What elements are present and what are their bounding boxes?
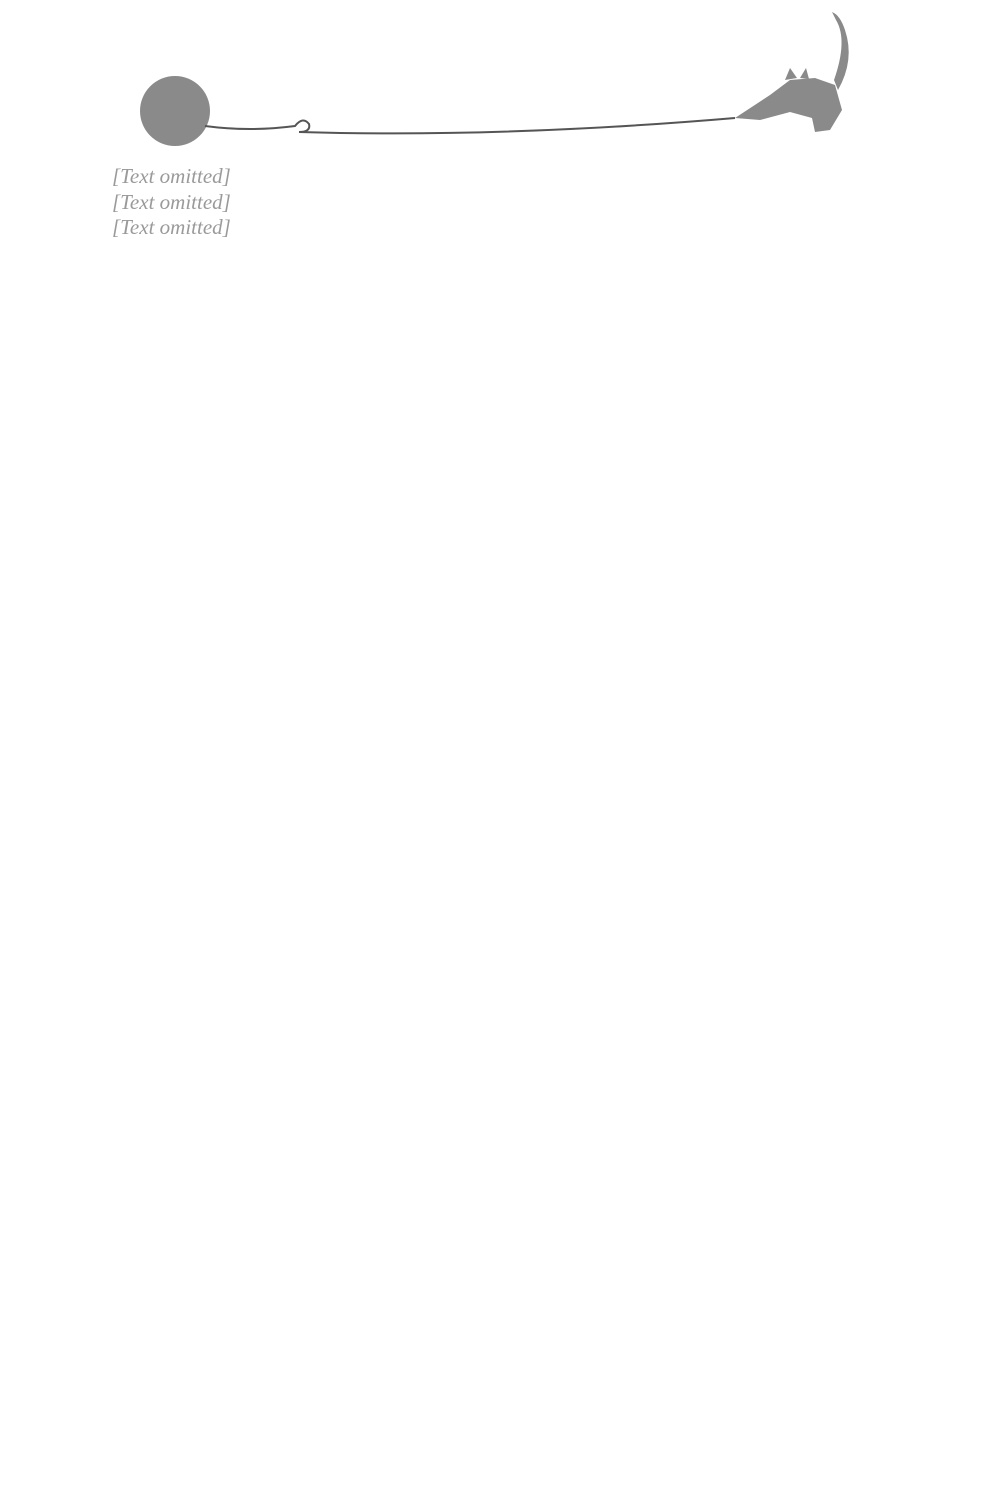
yarn-string (205, 118, 735, 133)
text-line: [Text omitted] (112, 164, 231, 188)
cat-silhouette-icon (735, 12, 849, 132)
story-text (112, 164, 882, 241)
text-line: [Text omitted] (112, 189, 231, 214)
yarn-ball-icon (140, 76, 210, 146)
text-line: [Text omitted] (112, 215, 231, 240)
decorative-header (0, 0, 1000, 150)
yarn-cat-ornament-icon (0, 0, 1000, 150)
